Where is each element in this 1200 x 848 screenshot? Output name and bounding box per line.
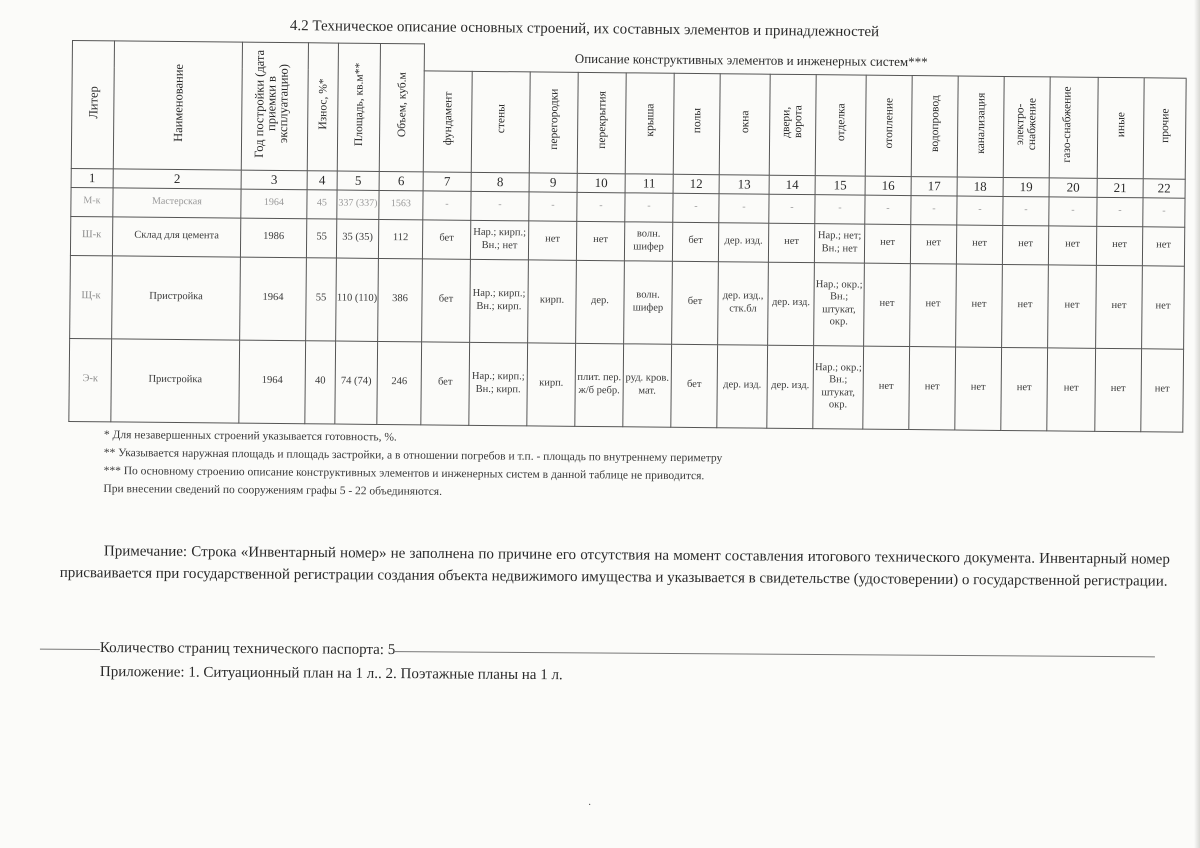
col-header-misc: прочие bbox=[1143, 77, 1186, 178]
column-number: 12 bbox=[673, 174, 719, 193]
table-cell: - bbox=[719, 193, 769, 222]
table-cell: нет bbox=[1095, 348, 1142, 431]
table-cell: нет bbox=[863, 346, 910, 429]
table-cell: Нар.; кирп.; Вн.; нет bbox=[470, 220, 528, 260]
column-number: 9 bbox=[529, 172, 577, 191]
col-header-electricity: электро-снабжение bbox=[1003, 76, 1050, 177]
table-cell: 40 bbox=[305, 340, 336, 423]
table-cell: нет bbox=[576, 221, 624, 260]
table-cell: - bbox=[577, 192, 625, 221]
table-cell: плит. пер. ж/б ребр. bbox=[575, 343, 624, 426]
col-header-area: Площадь, кв.м** bbox=[337, 43, 380, 171]
table-cell: - bbox=[1143, 197, 1185, 226]
table-cell: 110 (110) bbox=[336, 258, 379, 341]
table-cell: бет bbox=[672, 222, 718, 261]
section-title: 4.2 Техническое описание основных строений, их составных элементов и принадлежностей bbox=[289, 18, 880, 41]
col-header-walls: стены bbox=[471, 71, 530, 173]
table-cell: нет bbox=[1048, 264, 1097, 347]
remark-text: Примечание: Строка «Инвентарный номер» не заполнена по причине его отсутствия на момент составления итогового технического документа. Инвентарный номер присваивается при государственной регистрации создания объекта недвижимого имущества и указывается в свидетельстве (удостоверении) о государственной регистрации. bbox=[59, 543, 1170, 590]
table-cell: Пристройка bbox=[112, 255, 241, 339]
table-cell: нет bbox=[864, 263, 911, 346]
footnotes bbox=[103, 426, 904, 505]
table-cell: - bbox=[865, 195, 911, 224]
col-header-name: Наименование bbox=[113, 41, 242, 170]
col-header-year: Год постройки (дата приемки в эксплуатацию) bbox=[241, 42, 308, 170]
table-cell: нет bbox=[1002, 264, 1049, 347]
table-cell: нет bbox=[910, 224, 956, 263]
table-cell: нет bbox=[768, 223, 814, 262]
table-cell: кирп. bbox=[528, 259, 577, 342]
table-cell: Нар.; окр.; Вн.; штукат, окр. bbox=[813, 345, 864, 428]
table-cell: Э-к bbox=[69, 338, 112, 421]
table-cell: нет bbox=[1141, 348, 1184, 431]
table-cell: 337 (337) bbox=[337, 190, 379, 219]
column-number: 7 bbox=[423, 171, 471, 190]
table-cell: бет bbox=[421, 341, 470, 424]
table-row bbox=[69, 338, 1184, 432]
table-cell: 55 bbox=[306, 257, 337, 340]
col-header-other: иные bbox=[1097, 77, 1144, 178]
table-cell: Нар.; кирп.; Вн.; кирп. bbox=[470, 259, 529, 343]
footnote: * Для незавершенных строений указывается готовность, %. bbox=[103, 428, 397, 444]
table-cell: Склад для цемента bbox=[112, 216, 240, 256]
table-cell: 1964 bbox=[241, 189, 307, 219]
col-header-finish: отделка bbox=[815, 74, 866, 175]
col-header-gas: газо-снабжение bbox=[1049, 76, 1098, 177]
column-number: 4 bbox=[307, 170, 337, 189]
column-number: 6 bbox=[379, 171, 423, 190]
buildings-table bbox=[68, 40, 1187, 432]
column-number: 13 bbox=[719, 174, 769, 193]
table-cell: нет bbox=[1142, 265, 1185, 348]
col-header-floors-slabs: перекрытия bbox=[577, 72, 626, 173]
table-cell: нет bbox=[1096, 226, 1142, 265]
table-cell: бет bbox=[422, 258, 471, 341]
table-cell: дер. изд. bbox=[768, 262, 815, 345]
scan-edge bbox=[1194, 0, 1200, 848]
table-cell: Нар.; окр.; Вн.; штукат, окр. bbox=[814, 262, 865, 345]
table-cell: нет bbox=[1096, 265, 1143, 348]
table-cell: дер. изд. bbox=[767, 345, 814, 428]
table-cell: Пристройка bbox=[111, 338, 240, 422]
table-cell: нет bbox=[955, 346, 1002, 429]
table-cell: нет bbox=[1048, 225, 1096, 264]
table-cell: - bbox=[1049, 196, 1097, 225]
table-cell: - bbox=[815, 194, 865, 223]
table-cell: волн. шифер bbox=[624, 221, 672, 260]
table-cell: 1563 bbox=[379, 190, 423, 219]
table-cell: - bbox=[911, 195, 957, 224]
column-number: 16 bbox=[865, 176, 911, 195]
table-cell: нет bbox=[528, 220, 576, 259]
column-number: 3 bbox=[241, 170, 307, 190]
table-cell: Нар.; кирп.; Вн.; кирп. bbox=[469, 342, 528, 426]
table-cell: Щ-к bbox=[70, 255, 113, 338]
table-cell: бет bbox=[671, 344, 718, 427]
col-header-water: водопровод bbox=[911, 75, 958, 176]
table-cell: - bbox=[957, 196, 1003, 225]
table-cell: - bbox=[423, 190, 471, 219]
table-cell: дер. изд. bbox=[718, 222, 768, 261]
col-header-partitions: перегородки bbox=[529, 71, 578, 172]
column-number: 19 bbox=[1003, 177, 1049, 196]
table-cell: 1986 bbox=[240, 218, 306, 258]
table-cell: дер. изд. bbox=[717, 344, 768, 427]
column-number: 18 bbox=[957, 177, 1003, 196]
table-cell: нет bbox=[1001, 347, 1048, 430]
table-cell: нет bbox=[1047, 347, 1096, 430]
footnote: *** По основному строению описание конструктивных элементов и инженерных систем в данной таблице не приводится. bbox=[103, 464, 705, 483]
table-cell: 246 bbox=[377, 341, 422, 424]
col-header-liter: Литер bbox=[71, 41, 114, 169]
col-header-roof: крыша bbox=[625, 72, 674, 173]
table-cell: 386 bbox=[378, 258, 423, 341]
footnote: При внесении сведений по сооружениям графы 5 - 22 объединяются. bbox=[103, 482, 443, 498]
table-cell: нет bbox=[956, 225, 1002, 264]
column-number: 15 bbox=[815, 175, 865, 194]
remark-paragraph bbox=[60, 540, 1170, 593]
table-cell: нет bbox=[956, 263, 1003, 346]
column-number: 10 bbox=[577, 173, 625, 192]
table-cell: Нар.; нет; Вн.; нет bbox=[814, 223, 864, 262]
pages-count-line: Количество страниц технического паспорта: 5 bbox=[99, 640, 396, 659]
table-cell: 112 bbox=[378, 219, 422, 258]
table-cell: Мастерская bbox=[113, 187, 241, 217]
column-number: 8 bbox=[471, 172, 529, 192]
table-cell: дер. bbox=[576, 260, 625, 343]
col-header-doors: двери, ворота bbox=[769, 74, 816, 175]
table-cell: - bbox=[769, 194, 815, 223]
table-cell: нет bbox=[910, 263, 957, 346]
column-number: 22 bbox=[1143, 178, 1185, 197]
column-number: 20 bbox=[1049, 177, 1097, 196]
table-cell: 35 (35) bbox=[336, 219, 378, 258]
table-cell: 55 bbox=[306, 218, 336, 257]
col-header-wear: Износ, %* bbox=[307, 43, 338, 171]
col-header-volume: Объем, куб.м bbox=[379, 43, 424, 171]
table-cell: бет bbox=[422, 219, 470, 258]
table-cell: нет bbox=[1142, 226, 1184, 265]
column-number: 14 bbox=[769, 175, 815, 194]
col-header-windows: окна bbox=[719, 73, 770, 174]
table-cell: - bbox=[1097, 197, 1143, 226]
table-cell: Ш-к bbox=[70, 216, 112, 255]
table-cell: нет bbox=[1002, 225, 1048, 264]
column-number: 5 bbox=[337, 171, 379, 190]
column-number: 21 bbox=[1097, 178, 1143, 197]
col-header-sewerage: канализация bbox=[957, 76, 1004, 177]
table-row bbox=[70, 255, 1185, 349]
appendix-line: Приложение: 1. Ситуационный план на 1 л.. 2. Поэтажные планы на 1 л. bbox=[99, 664, 563, 684]
table-cell: дер. изд., стк.бл bbox=[718, 261, 769, 344]
column-number: 1 bbox=[71, 168, 113, 187]
table-cell: волн. шифер bbox=[624, 260, 673, 343]
table-cell: - bbox=[1003, 196, 1049, 225]
table-cell: бет bbox=[672, 261, 719, 344]
table-cell: - bbox=[625, 192, 673, 221]
scan-speck: · bbox=[588, 800, 592, 811]
table-cell: М-к bbox=[71, 187, 113, 216]
column-number: 11 bbox=[625, 173, 673, 192]
table-cell: 1964 bbox=[240, 257, 307, 341]
table-cell: 74 (74) bbox=[335, 341, 378, 424]
table-cell: руд. кров. мат. bbox=[623, 343, 672, 426]
table-cell: кирп. bbox=[527, 342, 576, 425]
table-cell: 1964 bbox=[239, 340, 306, 424]
table-cell: - bbox=[673, 193, 719, 222]
table-cell: нет bbox=[909, 346, 956, 429]
footnote: ** Указывается наружная площадь и площадь застройки, а в отношении погребов и т.п. - площадь по внутреннему периметру bbox=[103, 446, 723, 465]
table-cell: 45 bbox=[307, 189, 337, 218]
column-number: 17 bbox=[911, 176, 957, 195]
buildings-table-wrap bbox=[68, 40, 1187, 432]
column-number: 2 bbox=[113, 168, 241, 188]
group-header: Описание конструктивных элементов и инженерных систем*** bbox=[424, 44, 1186, 78]
table-cell: - bbox=[529, 191, 577, 220]
col-header-floor: полы bbox=[673, 73, 720, 174]
table-cell: нет bbox=[864, 224, 910, 263]
table-cell: - bbox=[471, 191, 529, 221]
col-header-foundation: фундамент bbox=[423, 70, 472, 171]
col-header-heating: отопление bbox=[865, 75, 912, 176]
